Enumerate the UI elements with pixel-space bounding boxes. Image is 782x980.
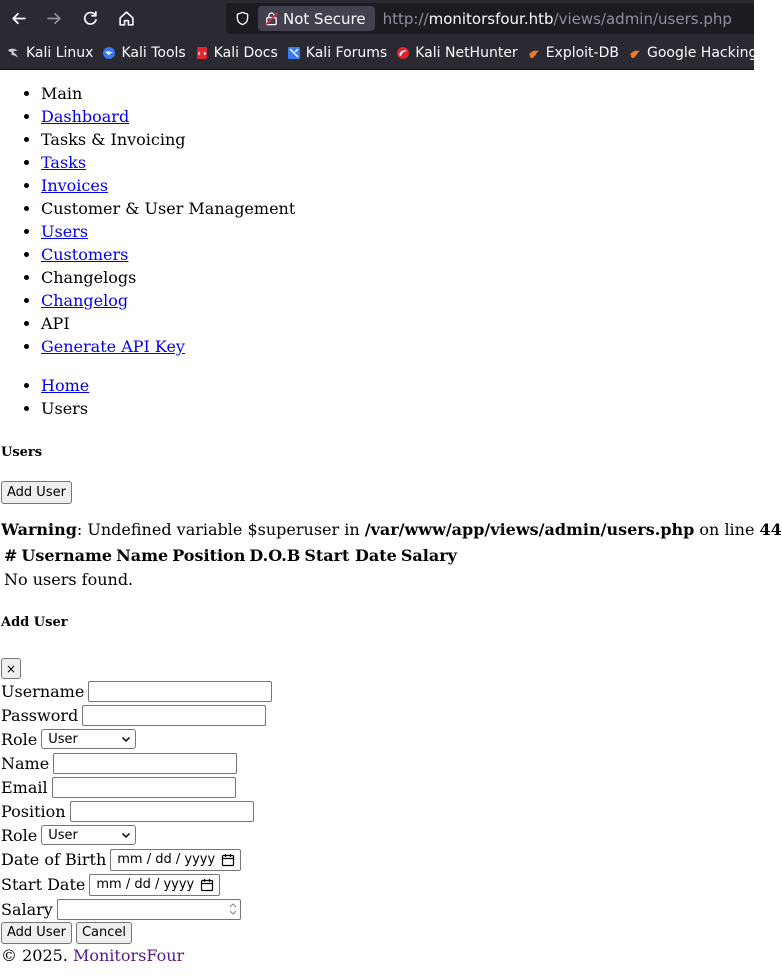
url-bar[interactable]	[226, 3, 754, 34]
page-title: Users	[1, 445, 43, 460]
role-select[interactable]	[41, 729, 136, 749]
username-input[interactable]	[88, 681, 272, 702]
form-row-role	[0, 727, 754, 751]
sidebar-link-dashboard[interactable]: Dashboard	[41, 107, 130, 126]
kali-forums-icon	[287, 46, 301, 60]
bookmark-label: Google Hacking	[646, 45, 758, 61]
chevron-down-icon	[121, 734, 131, 744]
bookmarks-toolbar	[0, 37, 758, 70]
sidebar-link-customers[interactable]: Customers	[41, 245, 129, 264]
sidebar-section-tasks-invoicing	[41, 128, 754, 151]
column-header-salary: Salary	[400, 546, 457, 565]
back-button[interactable]	[0, 0, 36, 37]
sidebar-item-users	[41, 220, 754, 243]
footer	[0, 945, 754, 967]
position-input[interactable]	[70, 801, 254, 822]
column-header-start-date: Start Date	[304, 546, 397, 565]
password-label: Password	[1, 705, 79, 725]
breadcrumb-current-label: Users	[41, 399, 89, 418]
bookmark-label: Kali Docs	[213, 45, 278, 61]
sidebar-section-label: Main	[41, 84, 83, 103]
kali-tools-icon	[102, 46, 116, 60]
chevron-up-icon[interactable]	[229, 902, 237, 908]
column-header-username: Username	[21, 546, 113, 565]
date-placeholder: mm / dd / yyyy	[117, 852, 216, 867]
bookmark-label: Kali Linux	[26, 45, 94, 61]
start-date-label: Start Date	[1, 875, 86, 894]
sidebar-section-label: API	[41, 314, 70, 333]
kali-dragon-icon	[7, 46, 21, 60]
sidebar-link-users[interactable]: Users	[41, 222, 89, 241]
column-header-dob: D.O.B	[249, 546, 301, 565]
close-modal-button[interactable]: ×	[1, 658, 21, 679]
breadcrumb-link-home[interactable]: Home	[41, 376, 90, 395]
bookmark-label: Exploit-DB	[545, 45, 619, 61]
form-row-salary	[0, 897, 754, 921]
sidebar-link-tasks[interactable]: Tasks	[41, 153, 87, 172]
page-content	[0, 70, 782, 967]
chevron-down-icon	[121, 830, 131, 840]
warning-on-line: on line	[694, 520, 760, 539]
breadcrumb	[0, 374, 754, 420]
users-table	[2, 544, 459, 592]
add-user-modal-title: Add User	[1, 615, 68, 630]
add-user-form	[0, 631, 754, 945]
role-select-value: User	[48, 731, 78, 747]
url-scheme: http://	[382, 9, 429, 28]
salary-input[interactable]	[57, 899, 241, 920]
form-row-username	[0, 679, 754, 703]
sidebar-item-tasks	[41, 151, 754, 174]
form-row-position	[0, 799, 754, 823]
forward-button[interactable]	[36, 0, 72, 37]
chevron-down-icon[interactable]	[229, 910, 237, 916]
kali-nethunter-icon	[396, 46, 410, 60]
table-row	[2, 568, 459, 592]
sidebar-item-dashboard	[41, 105, 754, 128]
cancel-button[interactable]: Cancel	[76, 922, 132, 944]
add-user-button[interactable]: Add User	[1, 481, 72, 504]
sidebar-link-generate-api-key[interactable]: Generate API Key	[41, 337, 185, 356]
sidebar-section-label: Customer & User Management	[41, 199, 296, 218]
role-select-value: User	[48, 827, 78, 843]
form-row-role-2	[0, 823, 754, 847]
column-header-name: Name	[116, 546, 169, 565]
sidebar-section-changelogs	[41, 266, 754, 289]
name-label: Name	[1, 753, 50, 773]
google-hacking-icon	[628, 46, 642, 60]
sidebar-item-generate-api-key	[41, 335, 754, 358]
column-header-position: Position	[172, 546, 246, 565]
sidebar-item-changelog	[41, 289, 754, 312]
bookmark-google-hacking[interactable]	[628, 45, 757, 61]
breadcrumb-item-home	[41, 374, 754, 397]
form-row-dob	[0, 847, 754, 872]
kali-docs-icon	[195, 46, 209, 60]
warning-line-number: 44	[759, 520, 782, 539]
bookmark-kali-tools[interactable]	[102, 45, 185, 61]
bookmark-kali-docs[interactable]	[195, 45, 278, 61]
arrow-left-icon	[10, 10, 27, 27]
dob-date-input[interactable]	[110, 849, 241, 871]
reload-icon	[82, 10, 99, 27]
role-select-2[interactable]	[41, 825, 136, 845]
form-row-password	[0, 703, 754, 727]
sidebar-link-invoices[interactable]: Invoices	[41, 176, 109, 195]
security-label: Not Secure	[283, 9, 366, 28]
home-icon	[118, 10, 135, 27]
submit-add-user-button[interactable]: Add User	[1, 922, 72, 944]
warning-message: : Undefined variable $superuser in	[76, 520, 365, 539]
bookmark-label: Kali Tools	[121, 45, 186, 61]
salary-label: Salary	[1, 899, 53, 919]
footer-brand-link[interactable]: MonitorsFour	[72, 946, 185, 965]
role-label: Role	[1, 729, 38, 749]
bookmark-label: Kali Forums	[305, 45, 388, 61]
url-path: /views/admin/users.php	[553, 9, 732, 28]
reload-button[interactable]	[72, 0, 108, 37]
insecure-lock-icon	[264, 11, 279, 26]
column-header-number: #	[4, 546, 18, 565]
sidebar-item-invoices	[41, 174, 754, 197]
password-input[interactable]	[82, 705, 266, 726]
home-button[interactable]	[108, 0, 144, 37]
arrow-right-icon	[46, 10, 63, 27]
form-row-name	[0, 751, 754, 775]
sidebar-section-api	[41, 312, 754, 335]
username-label: Username	[1, 681, 85, 701]
email-label: Email	[1, 777, 48, 797]
security-indicator[interactable]	[258, 6, 375, 31]
warning-label: Warning	[1, 520, 77, 539]
date-placeholder: mm / dd / yyyy	[96, 877, 195, 892]
php-warning	[0, 517, 782, 543]
sidebar-link-changelog[interactable]: Changelog	[41, 291, 129, 310]
form-row-start-date	[0, 872, 754, 897]
bookmark-label: Kali NetHunter	[415, 45, 518, 61]
role-label: Role	[1, 825, 38, 845]
bookmark-kali-forums[interactable]	[287, 45, 387, 61]
sidebar-item-customers	[41, 243, 754, 266]
sidebar-section-label: Tasks & Invoicing	[41, 130, 186, 149]
sidebar-section-label: Changelogs	[41, 268, 137, 287]
empty-table-message: No users found.	[4, 570, 134, 589]
exploit-db-icon	[527, 46, 541, 60]
bookmark-kali-linux[interactable]	[7, 45, 93, 61]
name-input[interactable]	[53, 753, 237, 774]
form-actions	[0, 921, 754, 945]
footer-copyright: © 2025.	[1, 946, 73, 965]
dob-label: Date of Birth	[1, 850, 107, 869]
form-row-email	[0, 775, 754, 799]
email-input[interactable]	[52, 777, 236, 798]
calendar-icon[interactable]	[221, 853, 235, 867]
number-spinner[interactable]	[229, 902, 237, 916]
browser-toolbar	[0, 0, 754, 37]
sidebar-section-customer-user-management	[41, 197, 754, 220]
table-header-row	[2, 544, 459, 568]
sidebar-section-main	[41, 82, 754, 105]
warning-path: /var/www/app/views/admin/users.php	[364, 520, 695, 539]
position-label: Position	[1, 801, 66, 821]
bookmark-kali-nethunter[interactable]	[396, 45, 517, 61]
url-host: monitorsfour.htb	[428, 9, 554, 28]
sidebar-menu	[0, 82, 754, 358]
url-text[interactable]	[383, 10, 732, 28]
tracking-protection-shield-icon[interactable]	[228, 11, 256, 26]
bookmark-exploit-db[interactable]	[527, 45, 619, 61]
start-date-input[interactable]	[89, 874, 220, 896]
breadcrumb-item-current	[41, 397, 754, 420]
calendar-icon[interactable]	[200, 878, 214, 892]
